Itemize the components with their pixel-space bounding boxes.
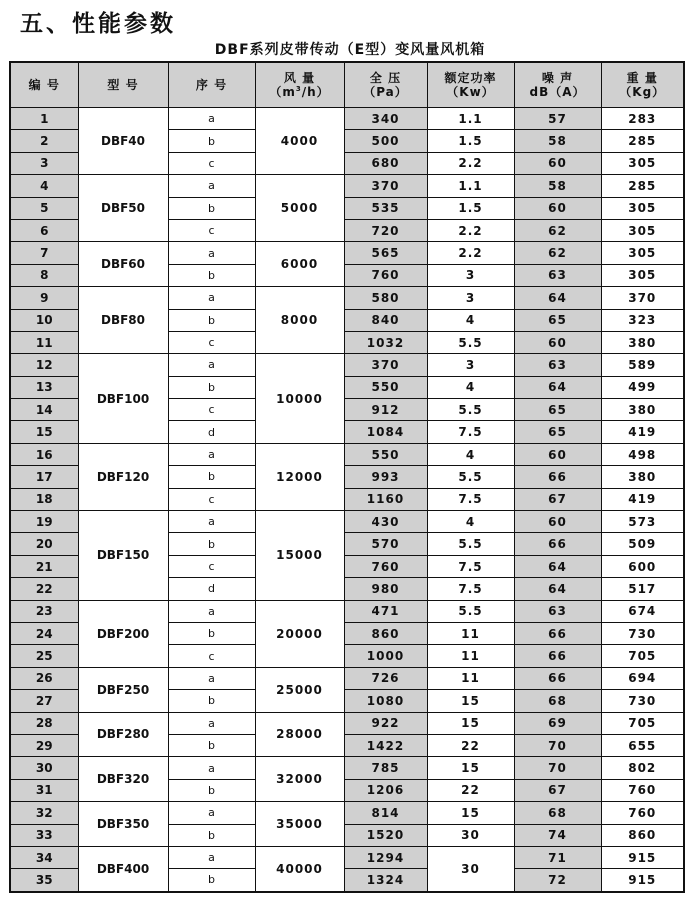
cell-weight: 760 (601, 802, 684, 824)
cell-power: 22 (427, 779, 514, 801)
cell-sequence: a (168, 757, 255, 779)
cell-sequence: a (168, 443, 255, 465)
cell-index: 14 (10, 399, 78, 421)
cell-pressure: 1032 (344, 331, 427, 353)
cell-index: 8 (10, 264, 78, 286)
cell-pressure: 840 (344, 309, 427, 331)
cell-pressure: 814 (344, 802, 427, 824)
cell-weight: 370 (601, 287, 684, 309)
cell-model: DBF280 (78, 712, 168, 757)
cell-index: 1 (10, 108, 78, 130)
cell-power: 15 (427, 757, 514, 779)
cell-noise: 67 (514, 779, 601, 801)
table-row (10, 443, 684, 465)
cell-weight: 419 (601, 488, 684, 510)
cell-power: 2.2 (427, 152, 514, 174)
cell-airflow: 5000 (255, 175, 344, 242)
table-row (10, 287, 684, 309)
cell-noise: 63 (514, 264, 601, 286)
cell-sequence: a (168, 846, 255, 868)
cell-pressure: 471 (344, 600, 427, 622)
header-noise: 噪 声 dB（A） (514, 62, 601, 108)
cell-index: 34 (10, 846, 78, 868)
cell-index: 29 (10, 734, 78, 756)
cell-weight: 705 (601, 645, 684, 667)
cell-power: 5.5 (427, 399, 514, 421)
cell-power: 1.5 (427, 197, 514, 219)
cell-sequence: c (168, 488, 255, 510)
cell-index: 25 (10, 645, 78, 667)
cell-noise: 67 (514, 488, 601, 510)
cell-sequence: b (168, 197, 255, 219)
cell-weight: 305 (601, 197, 684, 219)
cell-power: 22 (427, 734, 514, 756)
cell-noise: 62 (514, 242, 601, 264)
cell-weight: 860 (601, 824, 684, 846)
cell-pressure: 340 (344, 108, 427, 130)
cell-power: 5.5 (427, 600, 514, 622)
cell-sequence: b (168, 622, 255, 644)
cell-noise: 64 (514, 287, 601, 309)
cell-power: 1.5 (427, 130, 514, 152)
cell-noise: 62 (514, 219, 601, 241)
cell-model: DBF60 (78, 242, 168, 287)
cell-pressure: 912 (344, 399, 427, 421)
cell-weight: 285 (601, 130, 684, 152)
cell-pressure: 1294 (344, 846, 427, 868)
cell-pressure: 720 (344, 219, 427, 241)
cell-weight: 915 (601, 846, 684, 868)
table-row (10, 757, 684, 779)
cell-noise: 71 (514, 846, 601, 868)
cell-model: DBF150 (78, 511, 168, 601)
cell-sequence: c (168, 399, 255, 421)
cell-sequence: a (168, 242, 255, 264)
cell-weight: 517 (601, 578, 684, 600)
cell-model: DBF350 (78, 802, 168, 847)
cell-index: 13 (10, 376, 78, 398)
header-pressure: 全 压 （Pa） (344, 62, 427, 108)
cell-sequence: a (168, 287, 255, 309)
cell-index: 20 (10, 533, 78, 555)
cell-noise: 64 (514, 376, 601, 398)
cell-index: 12 (10, 354, 78, 376)
cell-sequence: a (168, 511, 255, 533)
cell-airflow: 15000 (255, 511, 344, 601)
cell-index: 33 (10, 824, 78, 846)
cell-pressure: 550 (344, 376, 427, 398)
cell-index: 31 (10, 779, 78, 801)
cell-noise: 60 (514, 197, 601, 219)
cell-sequence: a (168, 108, 255, 130)
cell-pressure: 1160 (344, 488, 427, 510)
cell-power: 7.5 (427, 488, 514, 510)
table-row (10, 175, 684, 197)
cell-index: 27 (10, 690, 78, 712)
cell-airflow: 10000 (255, 354, 344, 444)
cell-weight: 730 (601, 690, 684, 712)
cell-weight: 509 (601, 533, 684, 555)
cell-noise: 60 (514, 511, 601, 533)
cell-sequence: c (168, 645, 255, 667)
cell-weight: 305 (601, 264, 684, 286)
cell-weight: 730 (601, 622, 684, 644)
cell-noise: 68 (514, 802, 601, 824)
cell-sequence: b (168, 824, 255, 846)
cell-airflow: 8000 (255, 287, 344, 354)
cell-index: 18 (10, 488, 78, 510)
cell-power: 7.5 (427, 421, 514, 443)
cell-power: 15 (427, 712, 514, 734)
cell-pressure: 760 (344, 555, 427, 577)
cell-power: 1.1 (427, 108, 514, 130)
cell-pressure: 1084 (344, 421, 427, 443)
cell-index: 11 (10, 331, 78, 353)
cell-noise: 70 (514, 757, 601, 779)
cell-pressure: 580 (344, 287, 427, 309)
cell-index: 19 (10, 511, 78, 533)
cell-weight: 305 (601, 242, 684, 264)
cell-pressure: 1206 (344, 779, 427, 801)
cell-airflow: 4000 (255, 108, 344, 175)
cell-power: 1.1 (427, 175, 514, 197)
cell-power: 11 (427, 667, 514, 689)
cell-pressure: 1000 (344, 645, 427, 667)
cell-weight: 499 (601, 376, 684, 398)
cell-sequence: b (168, 376, 255, 398)
table-row (10, 802, 684, 824)
cell-airflow: 40000 (255, 846, 344, 891)
cell-model: DBF100 (78, 354, 168, 444)
cell-pressure: 1080 (344, 690, 427, 712)
cell-weight: 705 (601, 712, 684, 734)
cell-weight: 380 (601, 331, 684, 353)
cell-sequence: d (168, 421, 255, 443)
cell-index: 23 (10, 600, 78, 622)
cell-sequence: a (168, 175, 255, 197)
cell-power: 4 (427, 309, 514, 331)
cell-pressure: 922 (344, 712, 427, 734)
cell-noise: 69 (514, 712, 601, 734)
performance-table (9, 61, 685, 893)
table-row (10, 354, 684, 376)
cell-noise: 66 (514, 667, 601, 689)
cell-pressure: 1422 (344, 734, 427, 756)
cell-model: DBF80 (78, 287, 168, 354)
cell-index: 17 (10, 466, 78, 488)
cell-weight: 380 (601, 466, 684, 488)
cell-index: 10 (10, 309, 78, 331)
cell-sequence: b (168, 309, 255, 331)
cell-sequence: b (168, 869, 255, 892)
header-weight: 重 量 （Kg） (601, 62, 684, 108)
table-body (10, 108, 684, 892)
table-row (10, 511, 684, 533)
cell-noise: 65 (514, 309, 601, 331)
cell-sequence: d (168, 578, 255, 600)
cell-index: 4 (10, 175, 78, 197)
cell-sequence: b (168, 690, 255, 712)
table-row (10, 242, 684, 264)
cell-noise: 64 (514, 578, 601, 600)
cell-power: 2.2 (427, 219, 514, 241)
cell-index: 7 (10, 242, 78, 264)
cell-power: 5.5 (427, 331, 514, 353)
cell-power: 5.5 (427, 466, 514, 488)
cell-noise: 72 (514, 869, 601, 892)
cell-pressure: 980 (344, 578, 427, 600)
cell-noise: 68 (514, 690, 601, 712)
cell-index: 15 (10, 421, 78, 443)
table-row (10, 600, 684, 622)
cell-sequence: b (168, 466, 255, 488)
cell-airflow: 12000 (255, 443, 344, 510)
cell-weight: 694 (601, 667, 684, 689)
cell-airflow: 20000 (255, 600, 344, 667)
cell-sequence: a (168, 600, 255, 622)
cell-pressure: 680 (344, 152, 427, 174)
cell-sequence: b (168, 264, 255, 286)
header-index: 编 号 (10, 62, 78, 108)
cell-pressure: 565 (344, 242, 427, 264)
cell-sequence: c (168, 152, 255, 174)
cell-noise: 57 (514, 108, 601, 130)
cell-weight: 915 (601, 869, 684, 892)
cell-index: 3 (10, 152, 78, 174)
cell-weight: 283 (601, 108, 684, 130)
cell-noise: 63 (514, 354, 601, 376)
cell-pressure: 1324 (344, 869, 427, 892)
cell-model: DBF200 (78, 600, 168, 667)
cell-pressure: 370 (344, 175, 427, 197)
cell-sequence: c (168, 331, 255, 353)
cell-sequence: a (168, 802, 255, 824)
cell-power: 7.5 (427, 555, 514, 577)
cell-model: DBF400 (78, 846, 168, 891)
cell-index: 24 (10, 622, 78, 644)
cell-power: 15 (427, 690, 514, 712)
cell-index: 26 (10, 667, 78, 689)
cell-weight: 573 (601, 511, 684, 533)
cell-sequence: c (168, 219, 255, 241)
cell-noise: 65 (514, 421, 601, 443)
cell-airflow: 28000 (255, 712, 344, 757)
cell-model: DBF40 (78, 108, 168, 175)
cell-sequence: b (168, 734, 255, 756)
table-header-row (10, 62, 684, 108)
cell-sequence: b (168, 533, 255, 555)
cell-noise: 64 (514, 555, 601, 577)
cell-power: 4 (427, 511, 514, 533)
section-title: 五、性能参数 (20, 11, 176, 37)
table-row (10, 846, 684, 868)
cell-power: 15 (427, 802, 514, 824)
cell-noise: 58 (514, 175, 601, 197)
cell-pressure: 1520 (344, 824, 427, 846)
cell-power: 3 (427, 354, 514, 376)
header-airflow: 风 量 $(m^3/h)$ (255, 62, 344, 108)
cell-weight: 674 (601, 600, 684, 622)
cell-power: 5.5 (427, 533, 514, 555)
header-model: 型 号 (78, 62, 168, 108)
cell-weight: 380 (601, 399, 684, 421)
cell-noise: 60 (514, 443, 601, 465)
cell-index: 6 (10, 219, 78, 241)
cell-noise: 60 (514, 331, 601, 353)
cell-pressure: 570 (344, 533, 427, 555)
cell-weight: 655 (601, 734, 684, 756)
cell-power: 30 (427, 824, 514, 846)
cell-index: 22 (10, 578, 78, 600)
cell-airflow: 25000 (255, 667, 344, 712)
cell-airflow: 35000 (255, 802, 344, 847)
cell-noise: 66 (514, 645, 601, 667)
cell-pressure: 726 (344, 667, 427, 689)
cell-power: 3 (427, 287, 514, 309)
cell-pressure: 993 (344, 466, 427, 488)
cell-weight: 305 (601, 152, 684, 174)
cell-sequence: a (168, 712, 255, 734)
cell-power: 3 (427, 264, 514, 286)
cell-sequence: c (168, 555, 255, 577)
cell-model: DBF120 (78, 443, 168, 510)
cell-index: 32 (10, 802, 78, 824)
cell-index: 9 (10, 287, 78, 309)
cell-noise: 65 (514, 399, 601, 421)
cell-weight: 305 (601, 219, 684, 241)
cell-index: 16 (10, 443, 78, 465)
cell-airflow: 32000 (255, 757, 344, 802)
cell-pressure: 370 (344, 354, 427, 376)
cell-model: DBF50 (78, 175, 168, 242)
cell-index: 21 (10, 555, 78, 577)
cell-noise: 60 (514, 152, 601, 174)
cell-pressure: 430 (344, 511, 427, 533)
cell-pressure: 550 (344, 443, 427, 465)
cell-sequence: a (168, 354, 255, 376)
cell-index: 28 (10, 712, 78, 734)
cell-power: 30 (427, 846, 514, 891)
table-subtitle: DBF系列皮带传动（E型）变风量风机箱 (214, 42, 486, 58)
cell-pressure: 860 (344, 622, 427, 644)
cell-sequence: b (168, 779, 255, 801)
cell-pressure: 500 (344, 130, 427, 152)
cell-power: 11 (427, 622, 514, 644)
cell-pressure: 760 (344, 264, 427, 286)
cell-power: 4 (427, 443, 514, 465)
cell-weight: 589 (601, 354, 684, 376)
cell-power: 2.2 (427, 242, 514, 264)
cell-weight: 802 (601, 757, 684, 779)
cell-noise: 66 (514, 533, 601, 555)
cell-index: 35 (10, 869, 78, 892)
cell-noise: 70 (514, 734, 601, 756)
cell-noise: 63 (514, 600, 601, 622)
cell-weight: 285 (601, 175, 684, 197)
cell-noise: 74 (514, 824, 601, 846)
cell-index: 5 (10, 197, 78, 219)
table-row (10, 712, 684, 734)
table-row (10, 667, 684, 689)
header-power: 额定功率 （Kw） (427, 62, 514, 108)
cell-model: DBF320 (78, 757, 168, 802)
cell-index: 2 (10, 130, 78, 152)
table-row (10, 108, 684, 130)
cell-pressure: 535 (344, 197, 427, 219)
cell-weight: 323 (601, 309, 684, 331)
cell-weight: 419 (601, 421, 684, 443)
cell-power: 7.5 (427, 578, 514, 600)
cell-pressure: 785 (344, 757, 427, 779)
cell-weight: 498 (601, 443, 684, 465)
cell-noise: 66 (514, 622, 601, 644)
cell-weight: 600 (601, 555, 684, 577)
cell-model: DBF250 (78, 667, 168, 712)
header-sequence: 序 号 (168, 62, 255, 108)
cell-sequence: b (168, 130, 255, 152)
cell-weight: 760 (601, 779, 684, 801)
cell-power: 4 (427, 376, 514, 398)
cell-index: 30 (10, 757, 78, 779)
cell-noise: 58 (514, 130, 601, 152)
cell-noise: 66 (514, 466, 601, 488)
cell-airflow: 6000 (255, 242, 344, 287)
cell-power: 11 (427, 645, 514, 667)
cell-sequence: a (168, 667, 255, 689)
